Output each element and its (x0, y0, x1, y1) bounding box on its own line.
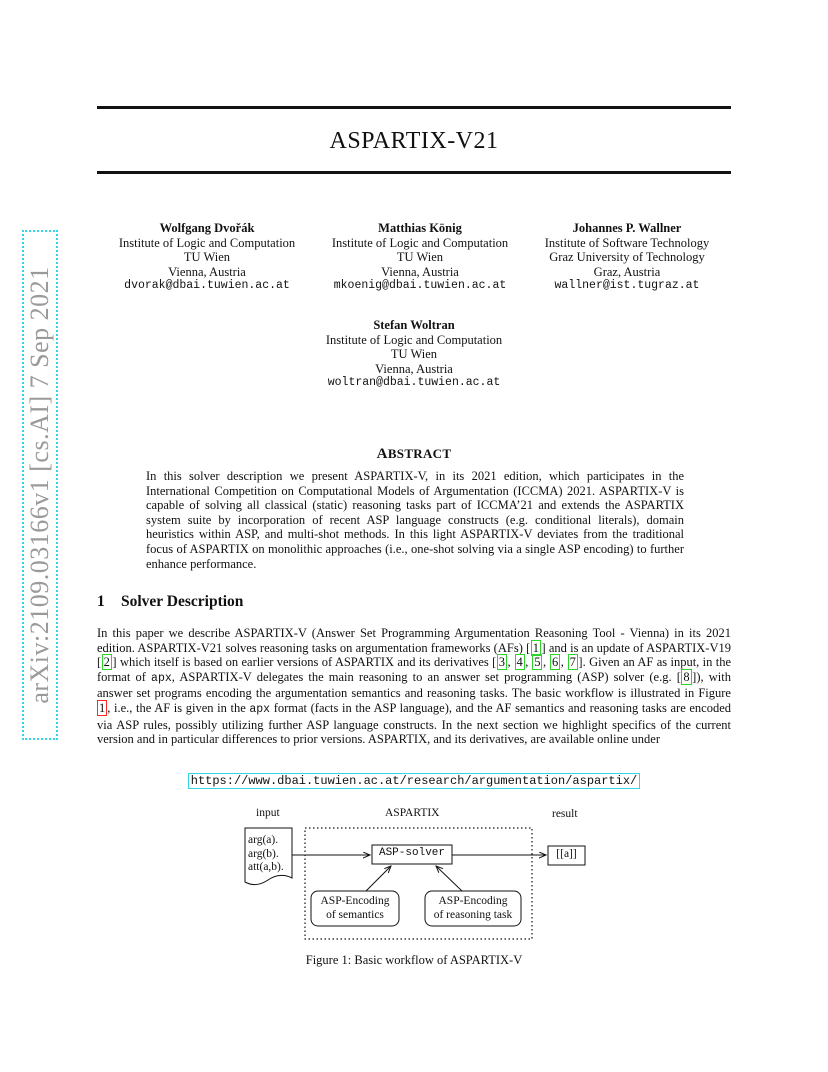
solver-label: ASP-solver (378, 847, 445, 859)
encoding-task-label (425, 895, 521, 922)
arxiv-stamp[interactable] (22, 230, 58, 740)
encoding-label-line: ASP-Encoding (320, 895, 390, 907)
section-number: 1 (97, 593, 105, 610)
workflow-diagram (0, 800, 828, 950)
title-bottom-rule (97, 171, 731, 174)
author-affiliation: Institute of Logic and Computation (118, 235, 296, 250)
author-org: TU Wien (396, 250, 444, 265)
input-facts (248, 834, 284, 875)
author-location: Vienna, Austria (168, 264, 246, 279)
top-rule (97, 106, 731, 109)
abstract-heading-rest: BSTRACT (387, 446, 452, 461)
arxiv-stamp-text: arXiv:2109.03166v1 [cs.AI] 7 Sep 2021 (25, 266, 54, 704)
author-name: Stefan Woltran (373, 318, 455, 332)
author-block-2 (310, 221, 530, 294)
body-text-run: which itself is based on earlier versions of ASPARTIX and its derivatives (116, 655, 493, 670)
task-to-solver-arrow (436, 866, 462, 891)
author-org: TU Wien (183, 250, 231, 265)
author-location: Vienna, Austria (375, 361, 453, 376)
citation-link[interactable]: 5 (534, 655, 541, 670)
encoding-semantics-label (311, 895, 399, 922)
citation-link[interactable]: 6 (551, 655, 559, 670)
input-fact-line: att(a,b). (248, 861, 284, 873)
result-label: result (552, 808, 578, 820)
author-name: Matthias König (378, 221, 462, 235)
author-name: Wolfgang Dvořák (159, 221, 255, 235)
section-heading (97, 593, 243, 611)
result-value: [[a]] (556, 848, 577, 860)
author-block-1 (97, 221, 317, 294)
author-affiliation: Institute of Logic and Computation (325, 332, 503, 347)
author-org: Graz University of Technology (549, 250, 705, 265)
aspartix-url-link[interactable]: https://www.dbai.tuwien.ac.at/research/argumentation/aspartix/ (188, 773, 640, 789)
author-block-4 (304, 318, 524, 391)
author-email: wallner@ist.tugraz.at (554, 279, 700, 293)
apx-format-code: apx (151, 671, 172, 685)
citation-link[interactable]: 1 (532, 640, 539, 655)
abstract-heading (0, 446, 828, 463)
citation-link[interactable]: 2 (103, 655, 110, 670)
citation-link[interactable]: 8 (683, 669, 690, 684)
body-text-run: ), with answer set programs encoding the argumentation semantics and reasoning tasks. The basic workflow is illustrated in Figure (97, 669, 732, 701)
body-text-run: , i.e., the AF is given in the (107, 700, 250, 715)
citation-link[interactable]: 3 (498, 655, 506, 670)
semantics-to-solver-arrow (366, 866, 391, 891)
workflow-figure (0, 800, 828, 950)
encoding-label-line: ASP-Encoding (438, 895, 508, 907)
input-label: input (256, 807, 280, 819)
author-name: Johannes P. Wallner (572, 221, 682, 235)
section-title: Solver Description (121, 593, 244, 610)
author-affiliation: Institute of Logic and Computation (331, 235, 509, 250)
encoding-label-line: of semantics (326, 908, 384, 921)
author-location: Graz, Austria (593, 264, 661, 279)
author-location: Vienna, Austria (381, 264, 459, 279)
body-text-run: In this paper we describe ASPARTIX-V (Answer Set Programming Argumentation Reasoning Tool - Vienna) in its 2021 edition. ASPARTIX-V21 solves reasoning tasks on argumentation frameworks (AFs) (97, 626, 731, 655)
author-org: TU Wien (390, 347, 438, 362)
author-email: woltran@dbai.tuwien.ac.at (327, 376, 501, 390)
apx-format-code: apx (249, 702, 271, 716)
body-paragraph: In this paper we describe ASPARTIX-V (Answer Set Programming Argumentation Reasoning Tool - Vienna) in its 2021 edition. ASPARTIX-V21 solves reasoning tasks on argumentation frameworks (AFs) [ 1 ] and is an update of ASPARTIX-V19 [ 2 ] which itself is based on earlier versions of ASPARTIX and its derivatives [ 3 , 4 , 5 , 6 , 7 ]. Given an AF as input, in the format of apx, ASPARTIX-V delegates the main reasoning to an answer set programming (ASP) solver (e.g. [ 8 ]), with answer set programs encoding the argumentation semantics and reasoning tasks. The basic workflow is illustrated in Figure 1 , i.e., the AF is given in the apx format (facts in the ASP language), and the AF semantics and reasoning tasks are encoded via ASP rules, possibly utilizing further ASP language constructs. In the next section we highlight specifics of the current version and in particular differences to prior versions. ASPARTIX, and its derivatives, are available online under (97, 626, 732, 747)
author-block-3 (517, 221, 737, 294)
input-fact-line: arg(a). (248, 834, 279, 846)
author-affiliation: Institute of Software Technology (544, 235, 710, 250)
body-text-run: and is an update of ASPARTIX-V19 (545, 640, 731, 655)
url-line (0, 771, 828, 789)
citation-link[interactable]: 7 (569, 655, 576, 670)
figure-caption: Figure 1: Basic workflow of ASPARTIX-V (305, 953, 523, 967)
body-text-run: , ASPARTIX-V delegates the main reasoning to an answer set programming (ASP) solver (e.g. (171, 669, 677, 684)
body-text-run: format (facts in the ASP language), and the AF semantics and reasoning tasks are encoded via ASP rules, possibly utilizing further ASP language constructs. In the next section we highlight specifics of the current version and in particular differences to prior versions. ASPARTIX, and its derivatives, are available online under (97, 700, 732, 747)
encoding-label-line: of reasoning task (433, 908, 513, 921)
body-text-run: . Given an AF as input, in the format of (97, 655, 731, 684)
author-email: dvorak@dbai.tuwien.ac.at (124, 279, 290, 293)
abstract-text: In this solver description we present ASPARTIX-V, in its 2021 edition, which participates in the International Competition on Computational Models of Argumentation (ICCMA) 2021. ASPARTIX-V is capable of solving all classical (static) reasoning tasks part of ICCMA’21 and extends the ASPARTIX system suite by incorporation of recent ASP language constructs (e.g. conditional literals), domain heuristics within ASP, and multi-shot methods. In this light ASPARTIX-V deviates from the traditional focus of ASPARTIX on monolithic approaches (i.e., one-shot solving via a single ASP encoding) to further enhance performance. (146, 469, 684, 571)
figure-link[interactable]: 1 (99, 700, 106, 715)
author-email: mkoenig@dbai.tuwien.ac.at (333, 279, 507, 293)
aspartix-label: ASPARTIX (385, 807, 440, 819)
paper-title: ASPARTIX-V21 (329, 128, 499, 154)
abstract-heading-initial: A (376, 446, 388, 462)
input-fact-line: arg(b). (248, 847, 279, 860)
citation-link[interactable]: 4 (516, 655, 523, 670)
